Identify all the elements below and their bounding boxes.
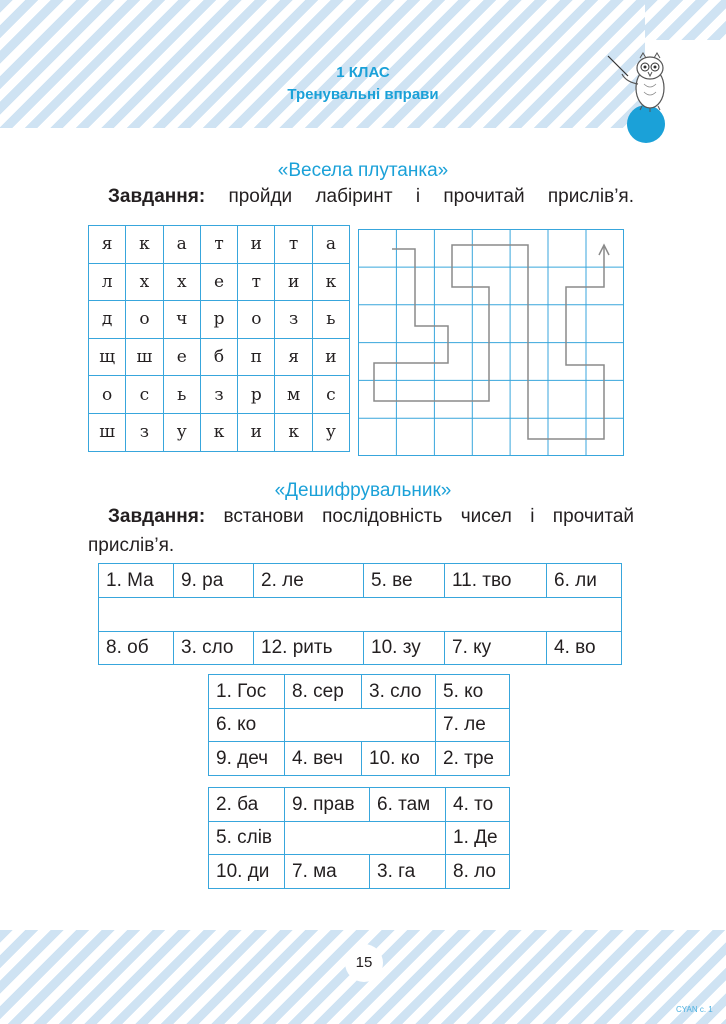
section2-task-line1 — [108, 502, 634, 531]
cipher-cell: 1. Ма — [99, 564, 174, 598]
letter-cell: у — [163, 413, 200, 451]
letter-cell: з — [126, 413, 163, 451]
letter-row — [89, 338, 350, 376]
table-row — [99, 564, 622, 598]
letter-row — [89, 301, 350, 339]
letter-cell: р — [200, 301, 237, 339]
section1-task — [108, 182, 634, 211]
letter-cell: у — [312, 413, 349, 451]
cipher-cell: 7. ле — [436, 709, 510, 742]
grade-label: 1 КЛАС — [336, 64, 390, 81]
cipher-cell: 8. сер — [285, 675, 362, 709]
cipher-cell: 2. ле — [254, 564, 364, 598]
cipher-cell: 10. ди — [209, 855, 285, 889]
task-label: Завдання: — [108, 506, 206, 527]
header-corner-stripes — [645, 0, 726, 40]
letter-cell: ь — [312, 301, 349, 339]
letter-grid — [88, 225, 350, 452]
cipher-cell: 5. ко — [436, 675, 510, 709]
letter-row — [89, 413, 350, 451]
letter-cell: я — [275, 338, 312, 376]
cipher-cell: 8. об — [99, 632, 174, 665]
cipher-cell: 4. во — [547, 632, 622, 665]
letter-cell: м — [275, 376, 312, 414]
table-row — [209, 709, 510, 742]
cipher-cell: 7. ма — [285, 855, 370, 889]
letter-cell: т — [275, 226, 312, 264]
table-row — [99, 632, 622, 665]
letter-cell: и — [312, 338, 349, 376]
letter-cell: я — [89, 226, 126, 264]
cipher-table-1 — [98, 563, 622, 665]
letter-cell: т — [238, 263, 275, 301]
letter-cell: с — [312, 376, 349, 414]
answer-cell[interactable] — [285, 709, 436, 742]
letter-cell: б — [200, 338, 237, 376]
owl-teacher-icon — [604, 44, 684, 144]
letter-row — [89, 263, 350, 301]
maze-route — [374, 245, 604, 439]
cipher-cell: 9. ра — [174, 564, 254, 598]
letter-cell: п — [238, 338, 275, 376]
letter-cell: ь — [163, 376, 200, 414]
letter-row — [89, 226, 350, 264]
letter-row — [89, 376, 350, 414]
cipher-cell: 10. зу — [364, 632, 445, 665]
cipher-table-2 — [208, 674, 510, 776]
letter-cell: е — [200, 263, 237, 301]
letter-cell: ш — [89, 413, 126, 451]
page-number: 15 — [345, 944, 383, 982]
cipher-cell: 1. Гос — [209, 675, 285, 709]
cipher-table-3 — [208, 787, 510, 889]
print-mark: CYAN c. 1 — [676, 1005, 713, 1014]
task-text: пройди лабіринт і прочитай прислів’я. — [205, 186, 634, 207]
letter-cell: х — [163, 263, 200, 301]
letter-cell: д — [89, 301, 126, 339]
letter-cell: о — [89, 376, 126, 414]
maze-grid — [358, 229, 624, 457]
letter-cell: о — [238, 301, 275, 339]
cipher-cell: 8. ло — [446, 855, 510, 889]
cipher-cell: 9. прав — [285, 788, 370, 822]
cipher-cell: 6. ли — [547, 564, 622, 598]
cipher-cell: 5. слів — [209, 822, 285, 855]
cipher-cell: 7. ку — [445, 632, 547, 665]
answer-cell[interactable] — [99, 598, 622, 632]
cipher-cell: 4. то — [446, 788, 510, 822]
letter-cell: з — [275, 301, 312, 339]
letter-cell: к — [312, 263, 349, 301]
letter-cell: а — [163, 226, 200, 264]
cipher-cell: 11. тво — [445, 564, 547, 598]
cipher-cell: 6. там — [370, 788, 446, 822]
letter-cell: к — [126, 226, 163, 264]
section2-task-line2: прислів’я. — [88, 535, 175, 556]
cipher-cell: 1. Де — [446, 822, 510, 855]
cipher-cell: 10. ко — [362, 742, 436, 776]
cipher-cell: 3. сло — [174, 632, 254, 665]
letter-cell: к — [275, 413, 312, 451]
cipher-cell: 9. деч — [209, 742, 285, 776]
letter-cell: х — [126, 263, 163, 301]
table-row — [209, 742, 510, 776]
letter-cell: и — [238, 226, 275, 264]
letter-cell: т — [200, 226, 237, 264]
table-row — [209, 788, 510, 822]
letter-cell: л — [89, 263, 126, 301]
section-subtitle: Тренувальні вправи — [287, 86, 439, 103]
letter-cell: ч — [163, 301, 200, 339]
letter-cell: и — [238, 413, 275, 451]
letter-cell: о — [126, 301, 163, 339]
section1-title: «Весела плутанка» — [277, 160, 449, 181]
table-row — [209, 855, 510, 889]
letter-cell: е — [163, 338, 200, 376]
cipher-cell: 3. сло — [362, 675, 436, 709]
letter-cell: р — [238, 376, 275, 414]
task-label: Завдання: — [108, 186, 206, 207]
task-text: встанови послідовність чисел і прочитай — [205, 506, 634, 527]
letter-cell: к — [200, 413, 237, 451]
table-row — [209, 675, 510, 709]
table-row — [209, 822, 510, 855]
table-row — [99, 598, 622, 632]
answer-cell[interactable] — [285, 822, 446, 855]
cipher-cell: 3. га — [370, 855, 446, 889]
letter-cell: с — [126, 376, 163, 414]
cipher-cell: 4. веч — [285, 742, 362, 776]
cipher-cell: 6. ко — [209, 709, 285, 742]
letter-cell: ш — [126, 338, 163, 376]
letter-cell: и — [275, 263, 312, 301]
letter-cell: з — [200, 376, 237, 414]
letter-cell: а — [312, 226, 349, 264]
letter-cell: щ — [89, 338, 126, 376]
cipher-cell: 2. тре — [436, 742, 510, 776]
cipher-cell: 2. ба — [209, 788, 285, 822]
cipher-cell: 5. ве — [364, 564, 445, 598]
cipher-cell: 12. рить — [254, 632, 364, 665]
section2-title: «Дешифрувальник» — [274, 480, 452, 501]
